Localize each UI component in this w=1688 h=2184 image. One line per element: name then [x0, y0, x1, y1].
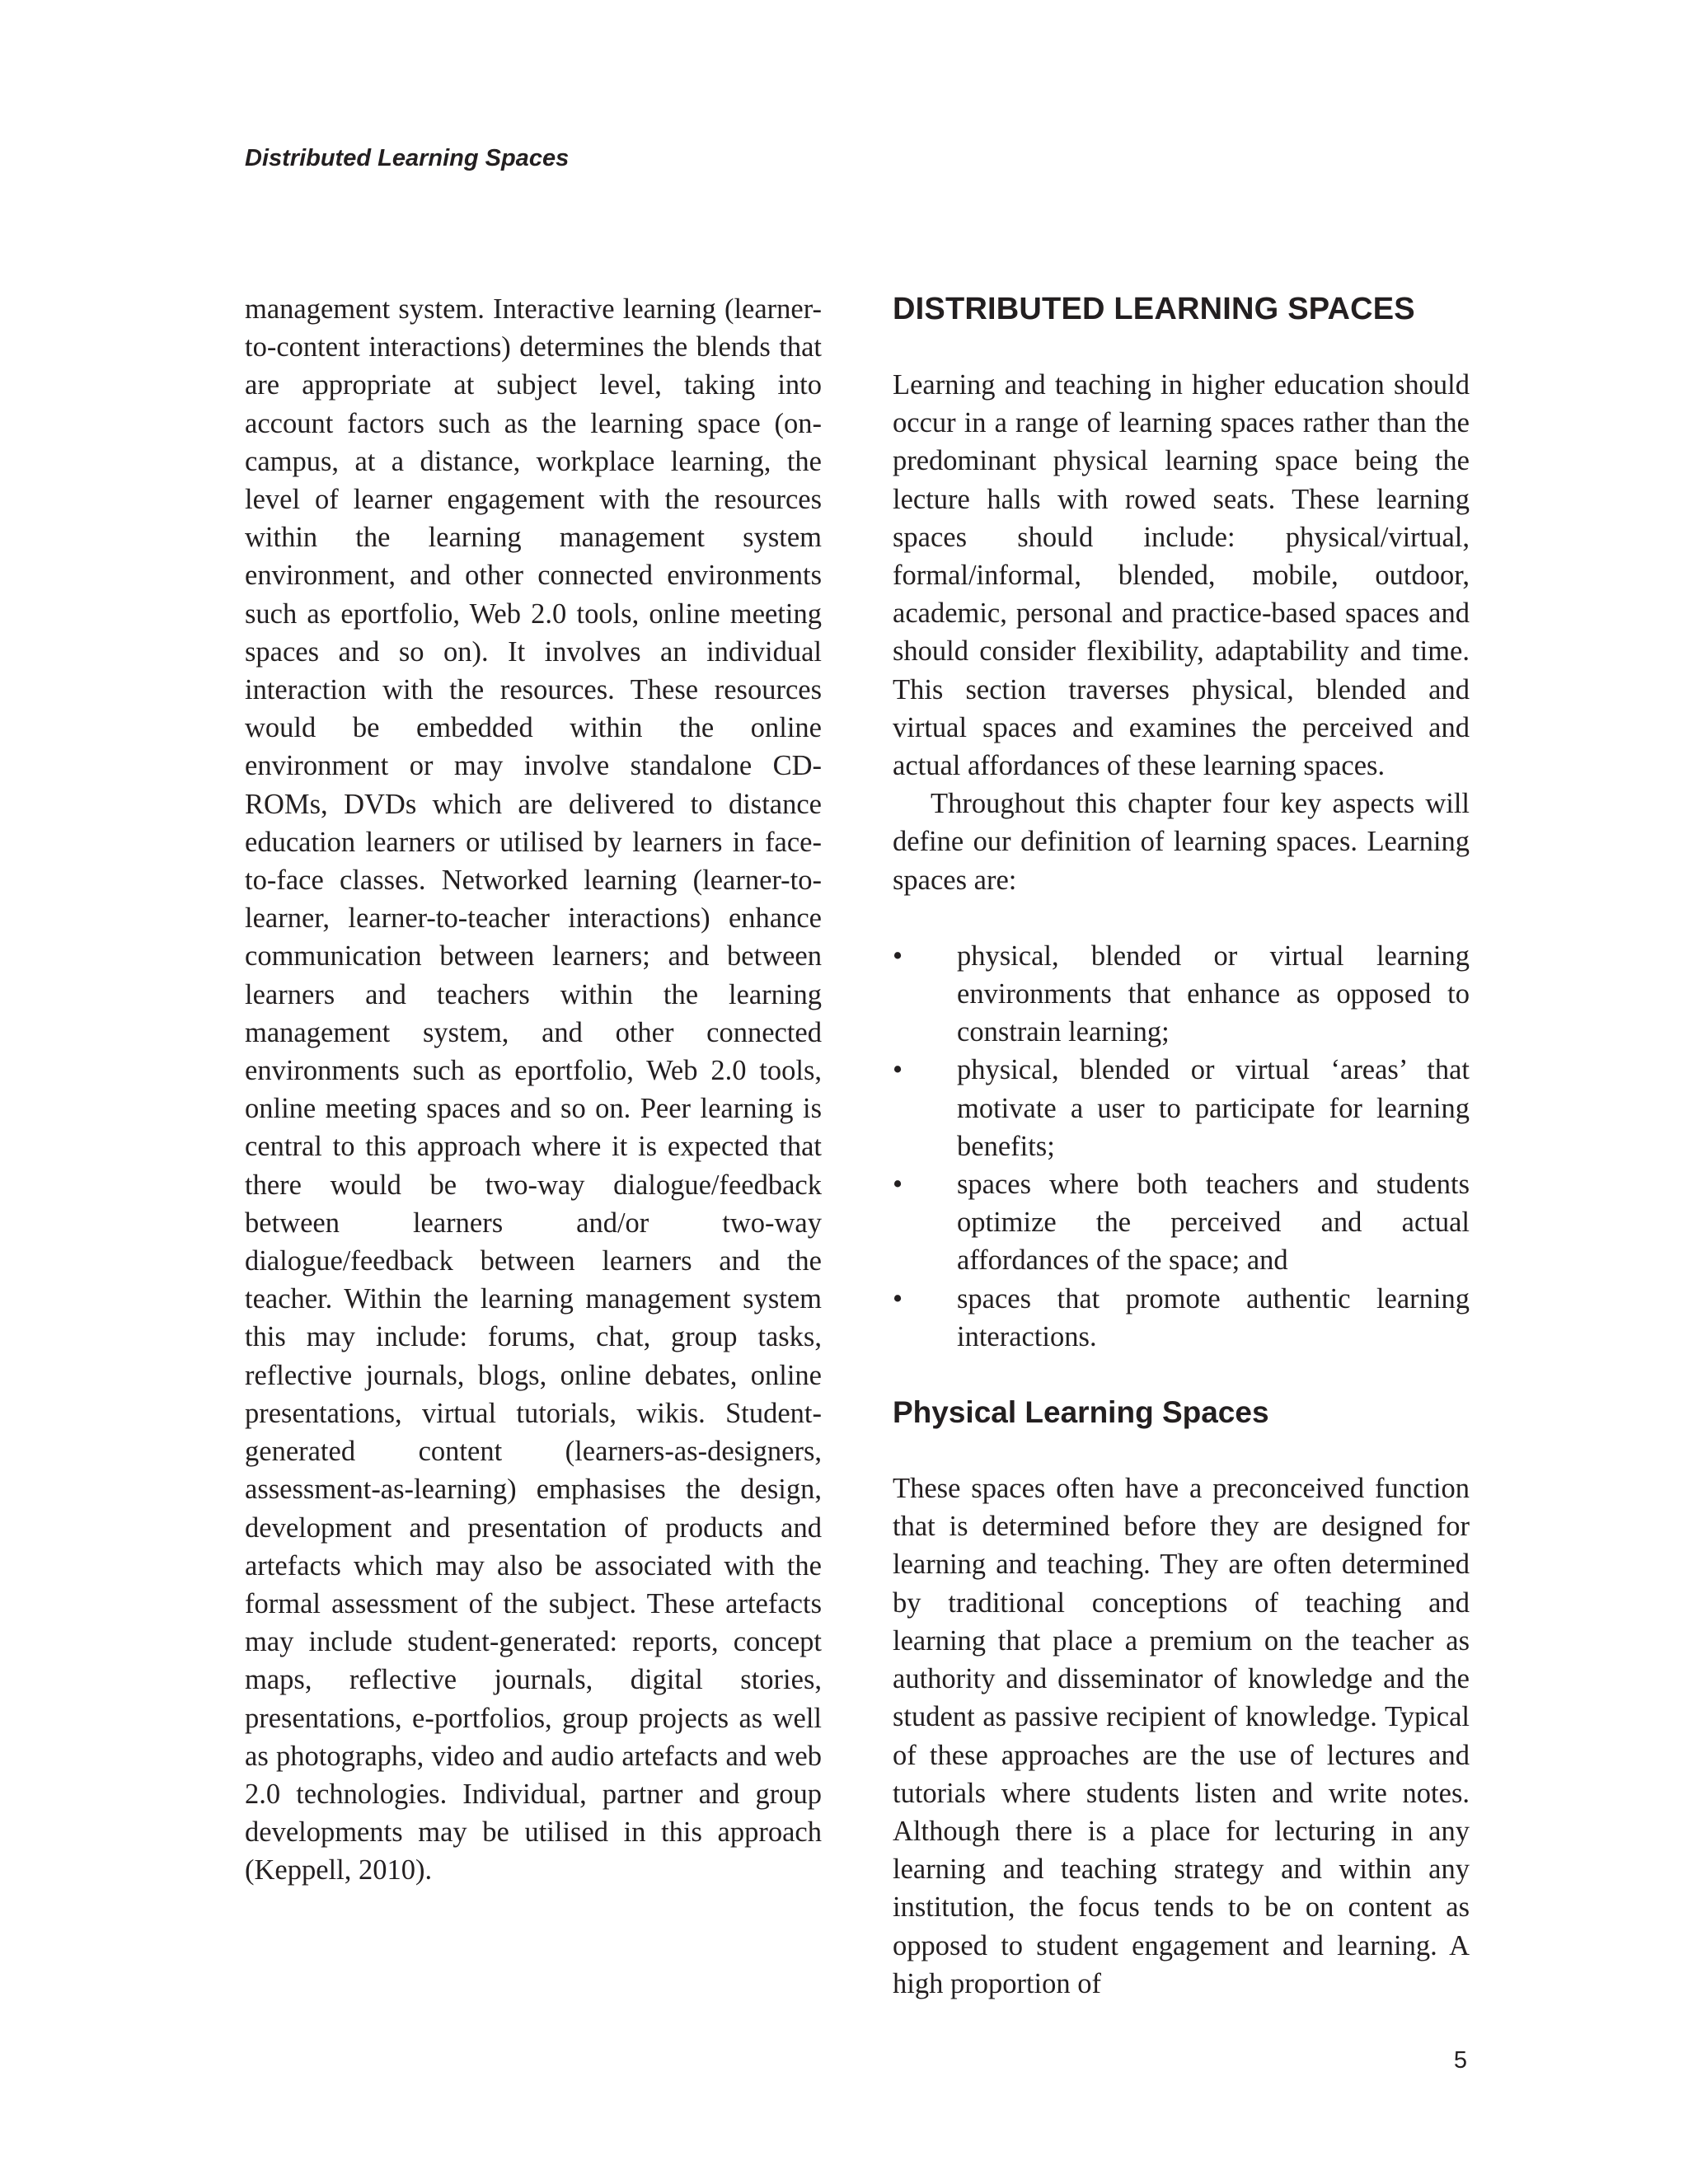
- list-item-text: spaces that promote authentic learning interactions.: [957, 1282, 1470, 1352]
- list-item-text: physical, blended or virtual ‘areas’ that motivate a user to participate for learning benefits;: [957, 1054, 1470, 1162]
- body-paragraph: These spaces often have a preconceived function that is determined before they are designed for learning and teaching. They are often determined by traditional conceptions of teaching and learning that place a premium on the teacher as authority and disseminator of knowledge and the student as passive recipient of knowledge. Typical of these approaches are the use of lectures and tutorials where students listen and write notes. Although there is a place for lecturing in any learning and teaching strategy and within any institution, the focus tends to be on content as opposed to student engagement and learning. A high proportion of: [893, 1473, 1470, 1999]
- list-item-text: physical, blended or virtual learning environments that enhance as opposed to constrain learning;: [957, 940, 1470, 1048]
- bullet-icon: •: [893, 1054, 903, 1086]
- bullet-list: [893, 937, 1470, 1356]
- subsection-heading: Physical Learning Spaces: [893, 1395, 1269, 1430]
- body-paragraph: management system. Interactive learning (learner-to-content interactions) determines the blends that are appropriate at subject level, taking into account factors such as the learning space (on-campus, at a distance, workplace learning, the level of learner engagement with the resources within the learning management system environment, and other connected environments such as eportfolio, Web 2.0 tools, online meeting spaces and so on). It involves an individual interaction with the resources. These resources would be embedded within the online environment or may involve standalone CD-ROMs, DVDs which are delivered to distance education learners or utilised by learners in face-to-face classes. Networked learning (learner-to-learner, learner-to-teacher interactions) enhance communication between learners; and between learners and teachers within the learning management system, and other connected environments such as eportfolio, Web 2.0 tools, online meeting spaces and so on. Peer learning is central to this approach where it is expected that there would be two-way dialogue/feedback between learners and/or two-way dialogue/feedback between learners and the teacher. Within the learning management system this may include: forums, chat, group tasks, reflective journals, blogs, online debates, online presentations, virtual tutorials, wikis. Student-generated content (learners-as-designers, assessment-as-learning) emphasises the design, development and presentation of products and artefacts which may also be associated with the formal assessment of the subject. These artefacts may include student-generated: reports, concept maps, reflective journals, digital stories, presentations, e-portfolios, group projects as well as photographs, video and audio artefacts and web 2.0 technologies. Individual, partner and group developments may be utilised in this approach (Keppell, 2010).: [245, 293, 822, 1886]
- list-item-text: spaces where both teachers and students optimize the perceived and actual affordances of the space; and: [957, 1169, 1470, 1277]
- bullet-icon: •: [893, 940, 903, 972]
- bullet-icon: •: [893, 1282, 903, 1315]
- page-number: 5: [1453, 2047, 1467, 2074]
- body-paragraph: Learning and teaching in higher education should occur in a range of learning spaces rather than the predominant physical learning space being the lecture halls with rowed seats. These learning spaces should include: physical/virtual, formal/informal, blended, mobile, outdoor, academic, personal and practice-based spaces and should consider flexibility, adaptability and time. This section traverses physical, blended and virtual spaces and examines the perceived and actual affordances of these learning spaces.: [893, 369, 1470, 782]
- bullet-icon: •: [893, 1169, 903, 1201]
- list-item: [893, 1051, 1470, 1165]
- running-header: Distributed Learning Spaces: [245, 145, 570, 171]
- list-item: [893, 1165, 1470, 1280]
- left-column: [245, 290, 822, 1890]
- list-item: [893, 1280, 1470, 1356]
- body-paragraph: Throughout this chapter four key aspects will define our definition of learning spaces. Learning spaces are:: [893, 788, 1470, 896]
- right-column: [893, 290, 1470, 2003]
- list-item: [893, 937, 1470, 1052]
- section-heading: DISTRIBUTED LEARNING SPACES: [893, 292, 1415, 326]
